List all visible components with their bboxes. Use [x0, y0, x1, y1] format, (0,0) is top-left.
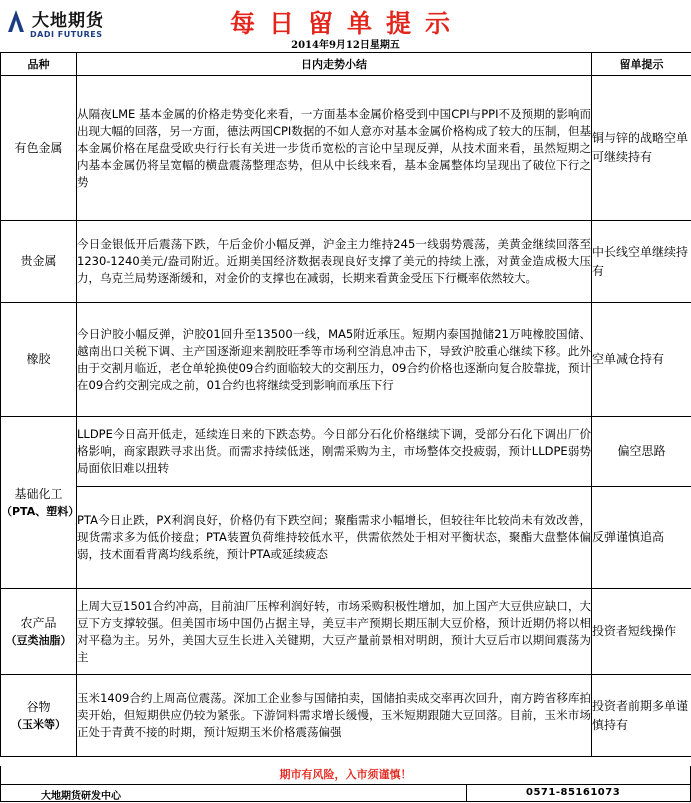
table-row — [1, 417, 691, 487]
row-tip: 铜与锌的战略空单可继续持有 — [592, 76, 691, 221]
row-category — [1, 303, 77, 417]
col-header-summary: 日内走势小结 — [77, 53, 592, 76]
report-date: 2014年9月12日星期五 — [291, 40, 400, 51]
footer-divider — [466, 785, 467, 801]
row-category — [1, 675, 77, 757]
page-title: 每日留单提示 — [229, 9, 464, 38]
footer-phone: 0571-85161073 — [526, 787, 621, 798]
table-row — [1, 303, 691, 417]
category-sublabel: （PTA、塑料） — [1, 504, 80, 518]
table-row — [1, 589, 691, 675]
logo-text-en: DADI FUTURES — [30, 30, 103, 39]
row-summary: 从隔夜LME 基本金属的价格走势变化来看，一方面基本金属价格受到中国CPI与PPI不及预期的影响而出现大幅的回落，另一方面，德法两国CPI数据的不如人意亦对基本金属价格构成了较大的压制，但基本金属价格在尾盘受欧央行行长有关进一步货币宽松的言论中呈现反弹，从技术面来看，虽然短期之内基本金属仍将呈宽幅的横盘震荡整理态势，但从中长线来看，基本金属整体均呈现出了破位下行之势 — [77, 76, 592, 221]
row-summary: 今日沪胶小幅反弹，沪胶01回升至13500一线，MA5附近承压。短期内泰国抛储21万吨橡胶国储、越南出口关税下调、主产国逐渐迎来割胶旺季等市场利空消息冲击下，导致沪胶重心继续下移。此外由于交割月临近，老仓单轮换使09合约面临较大的交割压力，09合约价格也逐渐向复合胶靠拢，预计在09合约交割完成之前，01合约也将继续受到影响而承压下行 — [77, 303, 592, 417]
row-summary: LLDPE今日高开低走，延续连日来的下跌态势。今日部分石化价格继续下调，受部分石化下调出厂价格影响，商家跟跌寻求出货。而需求持续低迷，刚需采购为主，市场整体交投疲弱，预计LLDPE弱势局面依旧难以扭转 — [77, 417, 592, 487]
category-label: 谷物 — [26, 699, 51, 714]
row-summary: 玉米1409合约上周高位震荡。深加工企业参与国储拍卖，国储拍卖成交率再次回升，南方跨省移库拍卖开始，但短期供应仍较为紧张。下游饲料需求增长缓慢，玉米短期跟随大豆回落。目前，玉米市场正处于青黄不接的时期，预计短期玉米价格震荡偏强 — [77, 675, 592, 757]
row-tip: 投资者短线操作 — [592, 589, 691, 675]
summary-table — [0, 52, 691, 757]
category-sublabel: （豆类油脂） — [5, 633, 72, 647]
row-summary: 今日金银低开后震荡下跌，午后金价小幅反弹，沪金主力维持245一线弱势震荡，美黄金继续回落至1230-1240美元/盎司附近。近期美国经济数据表现良好支撑了美元的持续上涨，对黄金造成极大压力，乌克兰局势逐渐缓和，对金价的支撑也在减弱，长期来看黄金受压下行概率依然较大。 — [77, 221, 592, 303]
category-label: 农产品 — [20, 615, 57, 630]
category-label: 贵金属 — [20, 254, 57, 268]
row-category — [1, 417, 80, 589]
col-header-product: 品种 — [1, 53, 77, 76]
table-row — [1, 487, 691, 589]
row-summary: 上周大豆1501合约冲高，目前油厂压榨利润好转，市场采购积极性增加，加上国产大豆供应缺口，大豆下方支撑较强。但美国市场中国仍占据主导，美豆丰产预期长期压制大豆价格，预计近期仍将以相对平稳为主。另外，美国大豆生长进入关键期，大豆产量前景相对明朗，预计大豆后市以期间震荡为主 — [77, 589, 592, 675]
row-tip: 中长线空单继续持有 — [592, 221, 691, 303]
category-sublabel: （玉米等） — [11, 717, 66, 731]
category-label: 基础化工 — [14, 486, 63, 501]
table-row — [1, 221, 691, 303]
category-label: 橡胶 — [26, 352, 51, 366]
col-header-tip: 留单提示 — [592, 53, 691, 76]
logo-mark-icon — [6, 8, 26, 34]
row-summary: PTA今日止跌，PX利润良好，价格仍有下跌空间；聚酯需求小幅增长，但较往年比较尚未有效改善，现货需求多为低价接盘；PTA装置负荷维持较低水平，供需依然处于相对平衡状态，聚酯大盘整体偏弱，技术面看背离均线系统，预计PTA或延续疲态 — [77, 487, 592, 589]
row-tip: 偏空思路 — [592, 417, 691, 487]
logo-text-cn: 大地期货 — [32, 11, 104, 31]
row-tip: 反弹谨慎追高 — [592, 487, 691, 589]
row-tip: 空单减仓持有 — [592, 303, 691, 417]
row-tip: 投资者前期多单谨慎持有 — [592, 675, 691, 757]
category-label: 有色金属 — [14, 140, 63, 155]
table-row — [1, 675, 691, 757]
row-category — [1, 589, 77, 675]
table-header-row — [1, 53, 691, 76]
footer-org: 大地期货研发中心 — [41, 791, 121, 802]
table-row — [1, 76, 691, 221]
row-category — [1, 221, 77, 303]
header — [0, 0, 691, 52]
risk-warning: 期市有风险，入市须谨慎！ — [0, 766, 691, 784]
footer — [0, 784, 691, 802]
row-category — [1, 76, 77, 221]
